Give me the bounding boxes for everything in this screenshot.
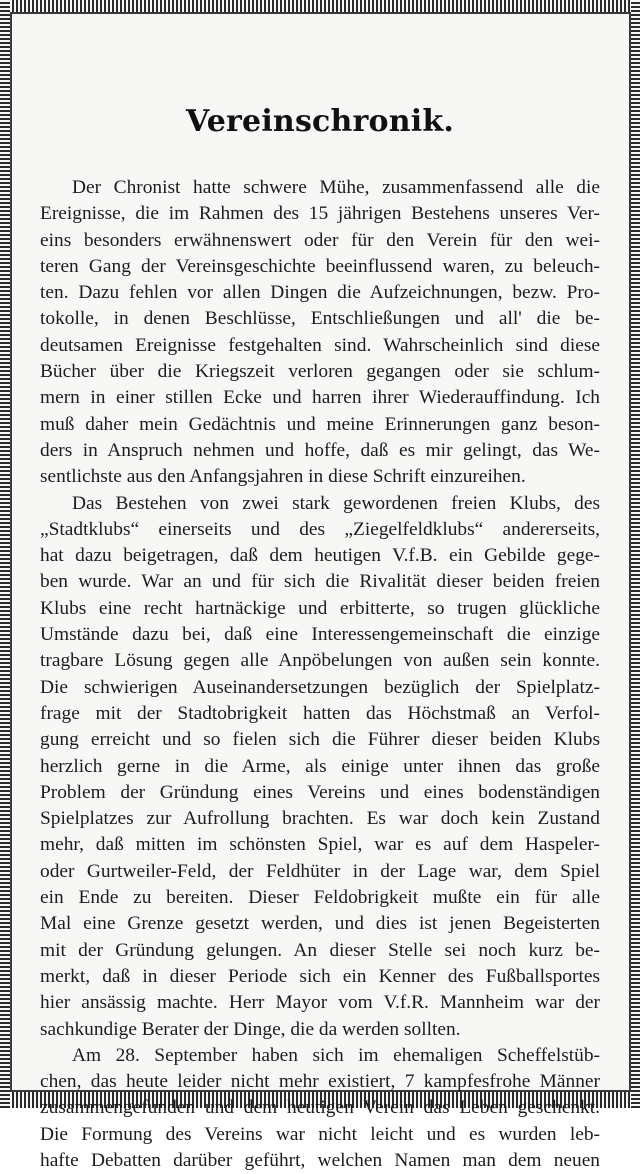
text-line: hat dazu beigetragen, daß dem heutigen V.f.B. ein Gebilde gege- [40, 545, 600, 567]
text-line: Die Formung des Vereins war nicht leicht und es wurden leb- [40, 1123, 600, 1145]
text-line: Ereignisse, die im Rahmen des 15 jährigen Bestehens unseres Ver- [40, 203, 600, 225]
page-title: Vereinschronik. [186, 104, 454, 139]
frame-line-top [10, 12, 631, 14]
text-line: ten. Dazu fehlen vor allen Dingen die Aufzeichnungen, bezw. Pro- [40, 282, 600, 304]
text-line: chen, das heute leider nicht mehr existiert, 7 kampfesfrohe Männer [40, 1071, 600, 1093]
text-line: merkt, daß in dieser Periode sich ein Kenner des Fußballsportes [40, 965, 600, 987]
text-line: sachkundige Berater der Dinge, die da werden sollten. [40, 1018, 461, 1040]
text-line: Die schwierigen Auseinandersetzungen bezüglich der Spielplatz- [40, 676, 600, 698]
text-line: deutsamen Ereignisse festgehalten sind. Wahrscheinlich sind diese [40, 334, 600, 356]
text-line: gung erreicht und so fielen sich die Führer dieser beiden Klubs [40, 729, 600, 751]
text-line: Der Chronist hatte schwere Mühe, zusammenfassend alle die [72, 177, 600, 198]
ornamental-border-right [631, 0, 640, 1108]
text-line: ders in Anspruch nehmen und hoffe, daß es mir gelingt, das We- [40, 439, 600, 461]
text-line: hafte Debatten darüber geführt, welchen Namen man dem neuen [40, 1149, 600, 1171]
text-line: Bücher über die Kriegszeit verloren gegangen oder sie schlum- [40, 361, 600, 383]
paragraph-2 [40, 491, 600, 1043]
text-line: tragbare Lösung gegen alle Anpöbelungen von außen sein konnte. [40, 650, 600, 672]
ornamental-border-top [0, 0, 640, 12]
text-line: Das Bestehen von zwei stark gewordenen freien Klubs, des [72, 492, 600, 514]
text-line: sentlichste aus den Anfangsjahren in diese Schrift einzureihen. [40, 466, 526, 488]
text-line: frage mit der Stadtobrigkeit hatten das Höchstmaß an Verfol- [40, 702, 600, 724]
text-line: ben wurde. War an und für sich die Rivalität dieser beiden freien [40, 571, 600, 593]
text-line: tokolle, in denen Beschlüsse, Entschließungen und all' die be- [40, 308, 600, 330]
paragraph-3 [40, 1043, 600, 1174]
text-line: muß daher mein Gedächtnis und meine Erinnerungen ganz beson- [40, 413, 600, 435]
text-line: mit der Gründung gelungen. An dieser Stelle sei noch kurz be- [40, 939, 600, 961]
text-line: mehr, daß mitten im schönsten Spiel, war es auf dem Haspeler- [40, 834, 600, 856]
text-line: zusammengefunden und dem heutigen Verein das Leben geschenkt. [40, 1097, 600, 1119]
text-line: mern in einer stillen Ecke und harren ihrer Wiederauffindung. Ich [40, 387, 600, 409]
text-line: oder Gurtweiler-Feld, der Feldhüter in der Lage war, dem Spiel [40, 860, 600, 882]
frame-line-left [10, 12, 12, 1092]
text-line: teren Gang der Vereinsgeschichte beeinflussend waren, zu beleuch- [40, 255, 600, 277]
frame-line-right [629, 12, 631, 1092]
text-line: Spielplatzes zur Aufrollung brachten. Es war doch kein Zustand [40, 808, 600, 830]
text-line: Umstände dazu bei, daß eine Interessengemeinschaft die einzige [40, 624, 600, 646]
text-line: „Stadtklubs“ einerseits und des „Ziegelfeldklubs“ andererseits, [40, 518, 600, 540]
text-line: Mal eine Grenze gesetzt werden, und dies ist jenen Begeisterten [40, 913, 600, 935]
text-line: Am 28. September haben sich im ehemaligen Scheffelstüb- [72, 1044, 600, 1066]
chronicle-body-text [40, 175, 600, 1174]
text-line: Klubs eine recht hartnäckige und erbitterte, so trugen glückliche [40, 597, 600, 619]
text-line: ein Ende zu bereiten. Dieser Feldobrigkeit mußte ein für alle [40, 887, 600, 909]
ornamental-border-left [0, 0, 10, 1108]
text-line: herzlich gerne in die Arme, als einige unter ihnen das große [40, 755, 600, 777]
text-line: hier ansässig machte. Herr Mayor vom V.f.R. Mannheim war der [40, 992, 600, 1014]
text-line: Problem der Gründung eines Vereins und eines bodenständigen [40, 781, 600, 803]
paragraph-1 [40, 175, 600, 491]
text-line: eins besonders erwähnenswert oder für den Verein für den wei- [40, 229, 600, 251]
